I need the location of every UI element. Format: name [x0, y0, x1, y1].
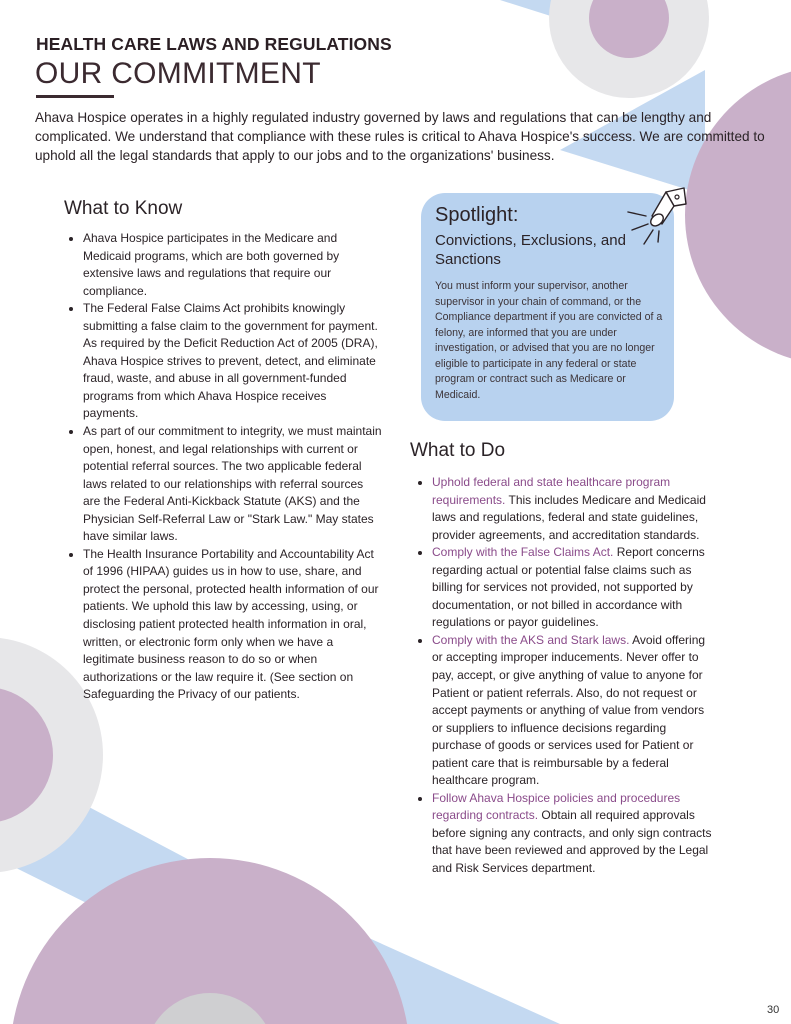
item-text: Report concerns regarding actual or potential false claims such as billing for services not provided, not supported by documentation, or not billed in accordance with regulations or payor guidelines.: [432, 545, 705, 630]
page-number: 30: [767, 1004, 780, 1016]
section-supertitle: HEALTH CARE LAWS AND REGULATIONS: [36, 34, 392, 54]
item-highlight: Follow Ahava Hospice policies and procedures regarding contracts.: [432, 790, 681, 823]
item-text: Obtain all required approvals before signing any contracts, and only sign contracts that have been reviewed and approved by the Legal and Risk Services department.: [432, 808, 712, 876]
spotlight-heading: Spotlight:: [435, 204, 519, 226]
intro-paragraph: Ahava Hospice operates in a highly regulated industry governed by laws and regulations that can be lengthy and complicated. We understand that compliance with these rules is critical to Ahava Hospice's success. We are committed to uphold all the legal standards that apply to our jobs and to the organizations' business.: [35, 110, 765, 163]
list-item: • The Federal False Claims Act prohibits knowingly submitting a false claim to the government for payment. As required by the Deficit Reduction Act of 2005 (DRA), Ahava Hospice strives to prevent, detect, and eliminate fraud, waste, and abuse in all government-funded programs from which Ahava Hospice receives payments.: [83, 300, 383, 423]
list-item: • Ahava Hospice participates in the Medicare and Medicaid programs, which are both governed by extensive laws and regulations that require our compliance.: [83, 230, 383, 300]
item-highlight: Comply with the False Claims Act.: [432, 545, 614, 560]
title-underline: [36, 95, 114, 98]
list-item: [432, 632, 715, 790]
what-to-do-heading: What to Do: [410, 440, 506, 461]
list-item: [432, 474, 715, 544]
flashlight-icon: [622, 184, 692, 248]
what-to-know-list: [64, 230, 383, 704]
item-text: This includes Medicare and Medicaid laws and regulations, federal and state guidelines, provider agreements, and accreditation standards.: [432, 492, 706, 542]
item-highlight: Uphold federal and state healthcare program requirements.: [432, 475, 671, 507]
spotlight-body: You must inform your supervisor, another supervisor in your chain of command, or the Compliance department if you are convicted of a felony, are informed that you are under investigation, or advised that you are no longer eligible to participate in any federal or state program or contract such as Medicare or Medicaid.: [435, 280, 663, 401]
spotlight-subheading: Convictions, Exclusions, and Sanctions: [435, 232, 626, 268]
list-item: • The Health Insurance Portability and Accountability Act of 1996 (HIPAA) guides us in how to use, share, and protect the personal, protected health information of our patients. We uphold this law by accessing, using, or disclosing patient protected health information in oral, written, or electronic form only when we have a legitimate business reason to do so or when authorizations or the law require it. (See section on Safeguarding the Privacy of our patients.: [83, 546, 383, 704]
what-to-do-list: [413, 474, 715, 878]
item-text: Avoid offering or accepting improper inducements. Never offer to pay, accept, or give anything of value to anyone for Patient or patient referrals. Also, do not request or accept payments or anything of value from vendors or suppliers to influence decisions regarding purchase of goods or services used for Patient or patient care that is reimbursable by a federal healthcare program.: [432, 632, 706, 788]
list-item: • As part of our commitment to integrity, we must maintain open, honest, and legal relationships with current or potential referral sources. The two applicable federal laws related to our relationships with referral sources are the Federal Anti-Kickback Statute (AKS) and the Physician Self-Referral Law or "Stark Law." May states have similar laws.: [83, 423, 383, 546]
what-to-know-heading: What to Know: [64, 198, 183, 219]
page-title: OUR COMMITMENT: [35, 57, 321, 90]
item-highlight: Comply with the AKS and Stark laws.: [432, 632, 630, 647]
list-item: [432, 790, 715, 878]
list-item: [432, 544, 715, 632]
